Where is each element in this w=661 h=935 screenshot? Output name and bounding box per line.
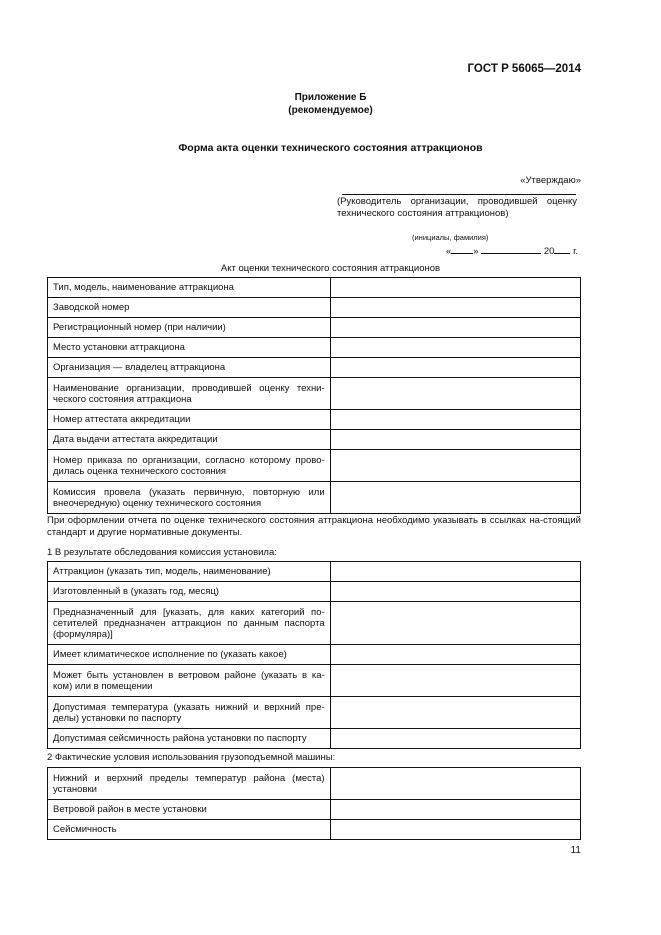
row-label: Тип, модель, наименование аттракциона xyxy=(48,278,331,298)
row-label: Аттракцион (указать тип, модель, наименование) xyxy=(48,562,331,582)
year-suffix: г. xyxy=(573,246,579,257)
form-title: Форма акта оценки технического состояния аттракционов xyxy=(178,142,483,154)
initials-label: (инициалы, фамилия) xyxy=(412,233,489,242)
table-row xyxy=(48,582,581,602)
table-row xyxy=(48,665,581,697)
act-title: Акт оценки технического состояния аттракционов xyxy=(220,263,441,274)
table-row xyxy=(48,820,581,840)
table-row xyxy=(48,338,581,358)
actual-conditions-table xyxy=(47,767,581,840)
head-of-organization-label: (Руководитель организации, проводившей оценку технического состояния аттракционов) xyxy=(337,196,577,219)
row-value-cell[interactable] xyxy=(330,562,580,582)
table-row xyxy=(48,800,581,820)
row-value-cell[interactable] xyxy=(330,358,580,378)
table-row xyxy=(48,318,581,338)
row-value-cell[interactable] xyxy=(330,645,580,665)
row-value-cell[interactable] xyxy=(330,482,580,514)
table-row xyxy=(48,298,581,318)
row-label: Номер приказа по организации, согласно которому прово-дилась оценка технического состояния xyxy=(48,450,331,482)
row-value-cell[interactable] xyxy=(330,800,580,820)
signature-line xyxy=(342,194,576,195)
date-open-quote: « xyxy=(446,246,452,257)
row-value-cell[interactable] xyxy=(330,697,580,729)
table-row xyxy=(48,729,581,749)
table-row xyxy=(48,358,581,378)
annex-heading xyxy=(0,91,661,117)
table-row xyxy=(48,410,581,430)
approval-date xyxy=(446,243,578,257)
row-label: Организация — владелец аттракциона xyxy=(48,358,331,378)
row-value-cell[interactable] xyxy=(330,278,580,298)
standard-number: ГОСТ Р 56065—2014 xyxy=(467,63,581,75)
row-label: Допустимая температура (указать нижний и верхний пре-делы) установки по паспорту xyxy=(48,697,331,729)
row-value-cell[interactable] xyxy=(330,430,580,450)
month-blank xyxy=(481,243,541,254)
row-value-cell[interactable] xyxy=(330,378,580,410)
page-number: 11 xyxy=(570,845,581,856)
annex-title: Приложение Б xyxy=(294,92,367,103)
reference-note: При оформлении отчета по оценке технического состояния аттракциона необходимо указывать в ссылках на-стоящий стандарт и другие нормативные документы. xyxy=(47,515,581,538)
table-row xyxy=(48,602,581,645)
row-label: Номер аттестата аккредитации xyxy=(48,410,331,430)
row-label: Дата выдачи аттестата аккредитации xyxy=(48,430,331,450)
table-row xyxy=(48,482,581,514)
table-row xyxy=(48,645,581,665)
table-row xyxy=(48,378,581,410)
row-label: Ветровой район в месте установки xyxy=(48,800,331,820)
row-label: Нижний и верхний пределы температур района (места) установки xyxy=(48,768,331,800)
row-value-cell[interactable] xyxy=(330,298,580,318)
row-label: Наименование организации, проводившей оценку техни-ческого состояния аттракциона xyxy=(48,378,331,410)
row-value-cell[interactable] xyxy=(330,410,580,430)
table-row xyxy=(48,697,581,729)
row-value-cell[interactable] xyxy=(330,582,580,602)
row-label: Может быть установлен в ветровом районе (указать в ка-ком) или в помещении xyxy=(48,665,331,697)
day-blank xyxy=(451,243,473,254)
row-value-cell[interactable] xyxy=(330,338,580,358)
annex-subtitle: (рекомендуемое) xyxy=(288,105,373,116)
row-value-cell[interactable] xyxy=(330,450,580,482)
row-label: Заводской номер xyxy=(48,298,331,318)
row-label: Сейсмичность xyxy=(48,820,331,840)
row-value-cell[interactable] xyxy=(330,768,580,800)
section-1-heading: 1 В результате обследования комиссия установила: xyxy=(47,547,277,558)
row-value-cell[interactable] xyxy=(330,820,580,840)
table-row xyxy=(48,450,581,482)
row-label: Имеет климатическое исполнение по (указать какое) xyxy=(48,645,331,665)
table-row xyxy=(48,562,581,582)
row-label: Предназначенный для [указать, для каких категорий по-сетителей предназначен аттракцион по данным паспорта (формуляра)] xyxy=(48,602,331,645)
row-label: Допустимая сейсмичность района установки по паспорту xyxy=(48,729,331,749)
row-label: Регистрационный номер (при наличии) xyxy=(48,318,331,338)
approve-label: «Утверждаю» xyxy=(520,175,581,186)
row-label: Комиссия провела (указать первичную, повторную или внеочередную) оценку технического состояния xyxy=(48,482,331,514)
row-value-cell[interactable] xyxy=(330,602,580,645)
row-label: Изготовленный в (указать год, месяц) xyxy=(48,582,331,602)
table-row xyxy=(48,430,581,450)
section-2-heading: 2 Фактические условия использования грузоподъемной машины: xyxy=(47,752,336,763)
table-row xyxy=(48,278,581,298)
row-value-cell[interactable] xyxy=(330,729,580,749)
row-label: Место установки аттракциона xyxy=(48,338,331,358)
row-value-cell[interactable] xyxy=(330,318,580,338)
date-close-quote: » xyxy=(473,246,479,257)
row-value-cell[interactable] xyxy=(330,665,580,697)
findings-table xyxy=(47,561,581,749)
table-row xyxy=(48,768,581,800)
year-prefix: 20 xyxy=(543,246,555,257)
year-blank xyxy=(554,243,570,254)
act-info-table xyxy=(47,277,581,514)
